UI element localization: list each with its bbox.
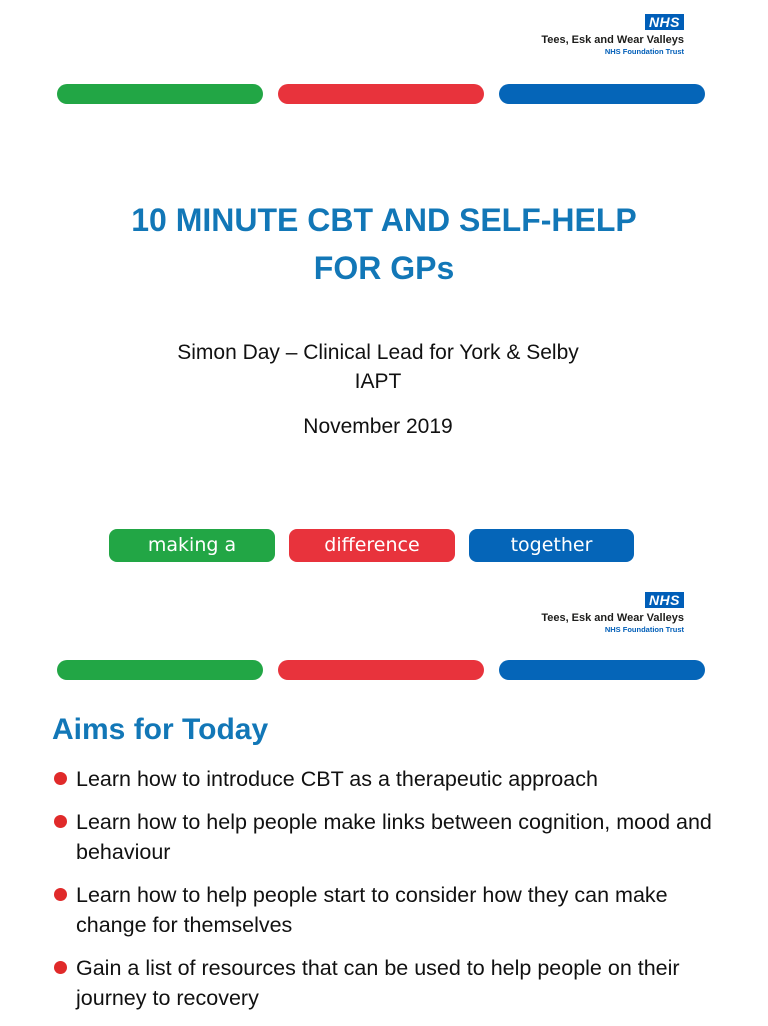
aim-text: Learn how to help people make links between cognition, mood and behaviour [76,810,712,864]
aim-text: Learn how to help people start to consider how they can make change for themselves [76,883,668,937]
trust-name: NHS Foundation Trust [604,47,684,56]
blue-stripe [499,660,705,680]
list-item [52,807,732,867]
nhs-logo-box: NHS [645,14,684,30]
organization-name: Tees, Esk and Wear Valleys [541,612,684,624]
presenter-line-1: Simon Day – Clinical Lead for York & Selby [177,341,579,364]
nhs-logo-box: NHS [645,592,684,608]
presentation-title [0,196,768,292]
nhs-trust-logo [541,592,684,634]
bullet-dot-icon [54,772,67,785]
slogan-making-a: making a [109,529,275,562]
presenter-info [0,338,756,396]
list-item [52,880,732,940]
slogan-difference: difference [289,529,455,562]
trust-name: NHS Foundation Trust [604,625,684,634]
bullet-dot-icon [54,961,67,974]
list-item [52,953,732,1013]
organization-name: Tees, Esk and Wear Valleys [541,34,684,46]
title-line-2: FOR GPs [313,250,455,286]
blue-stripe [499,84,705,104]
aims-list [52,764,732,1026]
aim-text: Learn how to introduce CBT as a therapeutic approach [76,767,598,791]
slide-aims [0,576,768,1024]
green-stripe [57,84,263,104]
aims-heading: Aims for Today [52,713,269,746]
bullet-dot-icon [54,815,67,828]
aim-text: Gain a list of resources that can be used to help people on their journey to recovery [76,956,680,1010]
red-stripe [278,660,484,680]
list-item [52,764,732,794]
title-line-1: 10 MINUTE CBT AND SELF-HELP [131,202,637,238]
bullet-dot-icon [54,888,67,901]
presentation-date: November 2019 [303,415,453,438]
green-stripe [57,660,263,680]
presenter-line-2: IAPT [354,370,402,393]
nhs-trust-logo [541,14,684,56]
red-stripe [278,84,484,104]
slogan-together: together [469,529,634,562]
